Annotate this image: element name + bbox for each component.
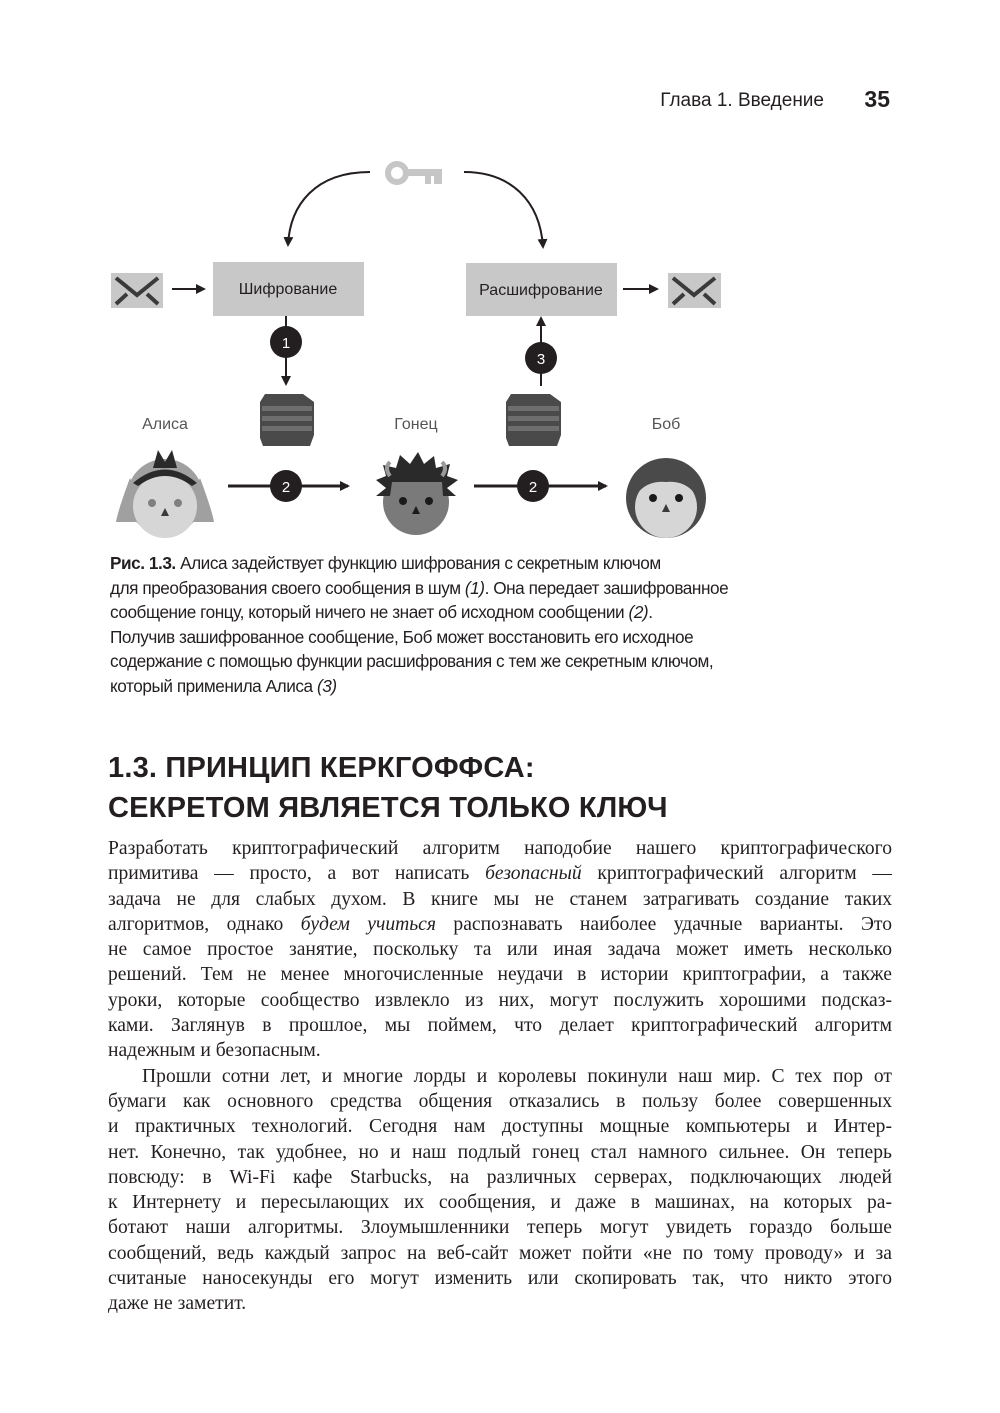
caption-text: . Она передает зашифрованное (484, 577, 729, 598)
decrypt-label: Расшифрование (479, 282, 603, 299)
caption-text: . (648, 602, 653, 623)
text-line: к Интернету и пересылающих их сообщения, и даже в машинах, на которых ра- (108, 1192, 892, 1214)
section-heading-line: 1.3. ПРИНЦИП КЕРКГОФФСА: (108, 752, 535, 784)
caption-text: Получив зашифрованное сообщение, Боб может восстановить его исходное (110, 626, 694, 647)
messenger-avatar (376, 452, 458, 535)
text-line: считаные наносекунды его могут изменить или скопировать так, что никто этого (108, 1268, 892, 1290)
body-text (108, 836, 892, 1317)
chapter-title: Глава 1. Введение (660, 90, 824, 111)
text-line: бумаги как основного средства общения отказались в пользу более совершенных (108, 1090, 892, 1112)
text-line: Разработать криптографический алгоритм наподобие нашего криптографического (108, 838, 892, 859)
step-1-label: 1 (281, 335, 291, 352)
text-line: нет. Конечно, так удобнее, но и наш подлый гонец стал намного сильнее. Он теперь (108, 1141, 892, 1163)
text-line: сообщений, ведь каждый запрос на веб-сайт может пойти «не по тому проводу» и за (108, 1242, 892, 1264)
text-span: криптографический алгоритм — (581, 863, 892, 885)
alice-avatar (116, 450, 214, 538)
text-line: ботают наши алгоритмы. Злоумышленники теперь могут увидеть гораздо больше (108, 1217, 892, 1239)
key-to-decrypt-arrow (464, 172, 543, 247)
figure-1-3 (100, 150, 740, 550)
emphasis: безопасный (485, 863, 582, 885)
section-heading-line: СЕКРЕТОМ ЯВЛЯЕТСЯ ТОЛЬКО КЛЮЧ (108, 792, 668, 824)
figure-caption (110, 551, 870, 699)
text-line: ками. Заглянув в прошлое, мы поймем, что делает криптографический алгоритм (108, 1015, 892, 1037)
text-span: распознавать наиболее удачные варианты. Это (436, 913, 893, 935)
text-line: и практичных технологий. Сегодня нам доступны мощные компьютеры и Интер- (108, 1116, 892, 1138)
caption-ref: (1) (464, 577, 485, 598)
caption-ref: (3) (316, 675, 337, 696)
page-number: 35 (864, 86, 890, 112)
encrypt-label: Шифрование (238, 281, 338, 298)
chest-icon-left (260, 394, 314, 446)
text-line: не самое простое занятие, поскольку та или иная задача может иметь несколько (108, 939, 892, 961)
text-span: алгоритмов, однако (108, 913, 301, 935)
alice-label: Алиса (142, 416, 188, 433)
caption-text: Алиса задействует функцию шифрования с секретным ключом (175, 553, 661, 573)
caption-label: Рис. 1.3. (110, 553, 176, 573)
text-line: надежным и безопасным. (108, 1040, 321, 1062)
text-span: примитива — просто, а вот написать (108, 863, 486, 885)
section-heading (108, 748, 668, 828)
key-to-encrypt-arrow (288, 172, 370, 245)
step-2a-label: 2 (281, 479, 291, 496)
paragraph-2 (108, 1064, 892, 1317)
envelope-icon-decrypted (668, 273, 721, 308)
caption-text: содержание с помощью функции расшифрования с тем же секретным ключом, (110, 651, 714, 672)
text-line: уроки, которые сообщество извлекло из них, могут послужить хорошими подсказ- (108, 989, 892, 1011)
bob-label: Боб (651, 416, 681, 433)
text-line: повсюду: в Wi-Fi кафе Starbucks, на различных серверах, подключающих людей (108, 1166, 892, 1188)
bob-avatar (626, 458, 706, 538)
messenger-label: Гонец (394, 416, 438, 433)
envelope-icon-plaintext (111, 273, 163, 308)
emphasis: будем учиться (300, 913, 436, 935)
step-3-label: 3 (536, 351, 546, 368)
text-line: Прошли сотни лет, и многие лорды и королевы покинули наш мир. С тех пор от (142, 1065, 892, 1087)
caption-text: который применила Алиса (110, 675, 317, 696)
caption-ref: (2) (628, 602, 649, 623)
text-line: решений. Тем не менее многочисленные неудачи в истории криптографии, а также (108, 964, 892, 986)
key-icon (388, 164, 442, 184)
text-line (108, 912, 892, 937)
caption-text: сообщение гонцу, который ничего не знает об исходном сообщении (110, 602, 629, 623)
chest-icon-right (506, 394, 561, 446)
text-line: даже не заметит. (108, 1293, 247, 1315)
text-line: задача не для слабых духом. В книге мы не станем затрагивать создание таких (108, 888, 892, 910)
step-2b-label: 2 (528, 479, 538, 496)
paragraph-1 (108, 836, 892, 1064)
text-line (108, 861, 892, 886)
caption-text: для преобразования своего сообщения в шум (110, 577, 465, 598)
running-head (0, 86, 890, 116)
